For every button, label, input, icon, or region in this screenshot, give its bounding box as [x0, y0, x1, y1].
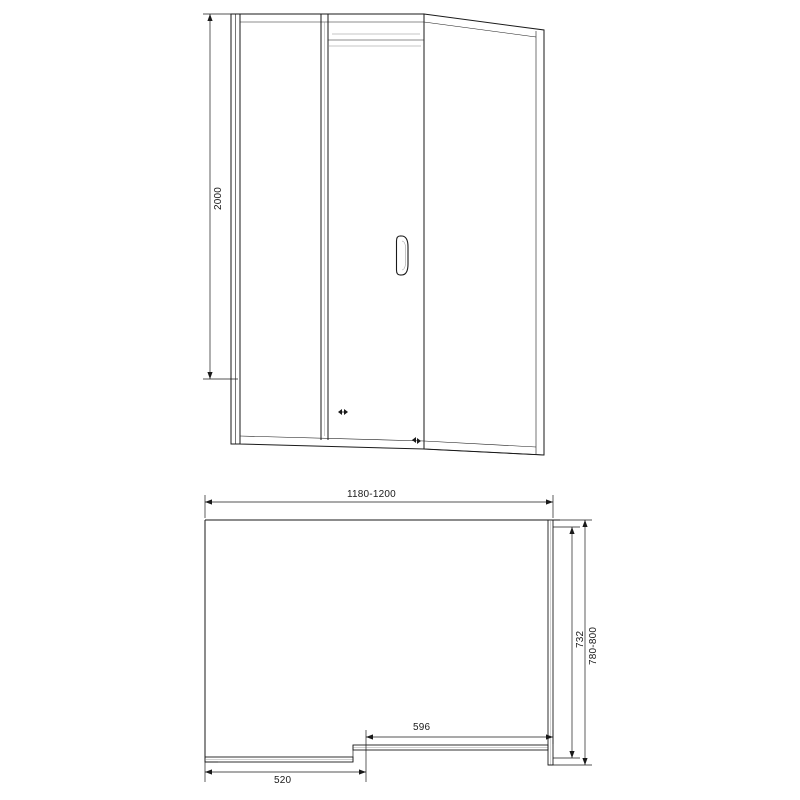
plan-opening-dimension	[366, 730, 553, 744]
dimension-label-panel: 520	[274, 775, 292, 786]
plan-enclosure	[205, 520, 560, 765]
door-handle-elevation	[397, 236, 409, 275]
dimension-label-width: 1180-1200	[347, 489, 396, 500]
dimension-label-side-range: 780-800	[588, 626, 599, 665]
elevation-enclosure	[231, 14, 544, 455]
dimension-label-height: 2000	[213, 186, 224, 210]
dimension-label-side-actual: 732	[575, 630, 586, 648]
dimension-label-opening: 596	[413, 722, 431, 733]
